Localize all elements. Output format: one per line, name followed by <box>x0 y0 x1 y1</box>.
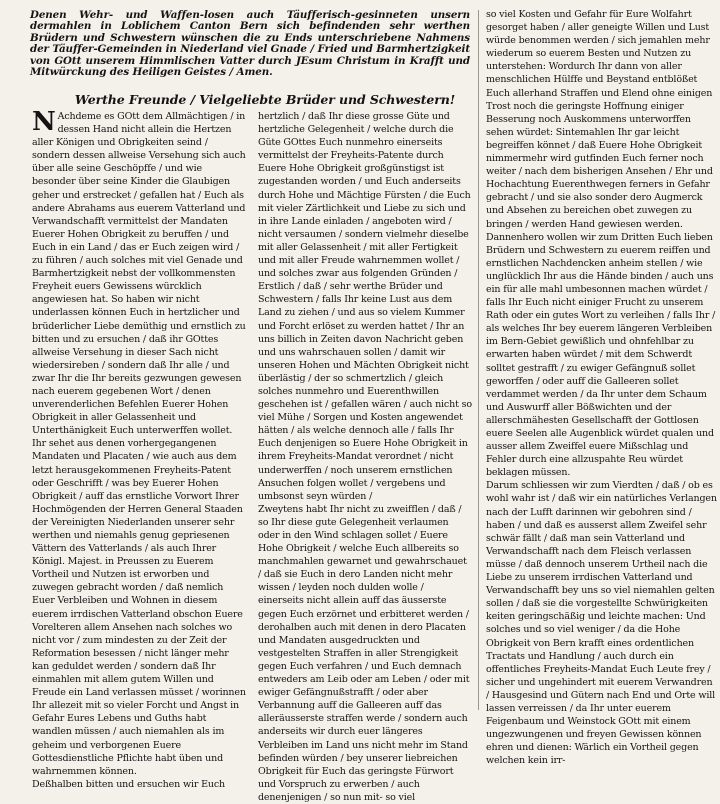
column-divider <box>478 10 479 710</box>
text-column-middle: hertzlich / daß Ihr diese grosse Güte und hertzliche Gelegenheit / welche durch die Güte GOttes Euch nunmehro einerseits vermittelst der Freyheits-Patente durch Euere Hohe Obrigkeit großgünstigst ist zugestanden worden / und Euch anderseits durch Hohe und Mächtige Fürsten / die Euch mit vieler Zärtlichkeit und Liebe zu sich und in ihre Lande einladen / angeboten wird / nicht versaumen / sondern vielmehr dieselbe mit aller Gelassenheit / mit aller Fertigkeit und mit aller Freude wahrnemmen wollet / und solches zwar aus folgenden Gründen / Erstlich / daß / sehr werthe Brüder und Schwestern / falls Ihr keine Lust aus dem Land zu ziehen / und aus so vielem Kummer und Forcht erlöset zu werden hattet / Ihr an uns billich in Zeiten davon Nachricht geben und uns wahrschauen sollen / damit wir unseren Hohen und Mächten Obrigkeit nicht überlästig / der so schmertzlich / gleich solches nunmehro und Euerenthwillen geschehen ist / gefallen wären / auch nicht so viel Mühe / Sorgen und Kosten angewendet hätten / als welche dennoch alle / falls Ihr Euch denjenigen so Euere Hohe Obrigkeit in ihrem Freyheits-Mandat verordnet / nicht underwerffen / noch unserem ernstlichen Ansuchen folgen wollet / vergebens und umbsonst seyn würden / Zweytens habt Ihr nicht zu zweifflen / daß / so Ihr diese gute Gelegenheit verlaumen oder in den Wind schlagen sollet / Euere Hohe Obrigkeit / welche Euch allbereits so manchmahlen gewarnet und gewahrschauet / daß sie Euch in dero Landen nicht mehr wissen / leyden noch dulden wolle / einerseits nicht allein auff das äusserste gegen Euch erzörnet und erbitteret werden / derohalben auch mit denen in dero Placaten und Mandaten ausgedruckten und vestgestelten Straffen in aller Strengigkeit gegen Euch verfahren / und Euch demnach entweders am Leib oder am Leben / oder mit ewiger Gefängnußstrafft / oder aber Verbannung auff die Galleeren auff das alleräusserste straffen werde / sondern auch anderseits wir durch euer längeres Verbleiben im Land uns nicht mehr im Stand befinden würden / bey unserer liebreichen Obrigkeit für Euch das geringste Fürwort und Vorspruch zu erwerben / auch denenjenigen / so nun mit- so viel <box>258 111 472 803</box>
column-text: Achdeme es GOtt dem Allmächtigen / in dessen Hand nicht allein die Hertzen aller Königen und Obrigkeiten seind / sondern dessen allweise Versehung sich auch über alle seine Geschöpffe / und wie besonder über seine Kinder die Glaubigen geher und erstrecket / gefallen hat / Euch als andere Abrahams aus euerem Vatterland und Verwandschafft vermittelst der Mandaten Euerer Hohen Obrigkeit zu beruffen / und Euch in ein Land / das er Euch zeigen wird / zu führen / auch solches mit viel Genade und Barmhertzigkeit nebst der vollkommensten Freyheit euers Gewissens würcklich angewiesen hat. So haben wir nicht underlassen können Euch in hertzlicher und brüderlicher Liebe demüthig und ernstlich zu bitten und zu ersuchen / daß ihr GOttes allweise Versehung in dieser Sach nicht wiedersireben / sondern daß Ihr alle / und zwar Ihr die Ihr bereits gezwungen gewesen nach euerem gegebenen Wort / denen unverenderlichen Befehlen Euerer Hohen Obrigkeit in aller Gelassenheit und Unterthänigkeit Euch unterwerffen wollet. Ihr sehet aus denen vorhergegangenen Mandaten und Placaten / wie auch aus dem letzt herausgekommenen Freyheits-Patent oder Geschrifft / was bey Euerer Hohen Obrigkeit / auff das ernstliche Vorwort Ihrer Hochmögenden der Herren General Staaden der Vereinigten Niederlanden unserer sehr werthen und niemahls genug gepriesenen Vättern des Vatterlands / als auch Ihrer Königl. Majest. in Preussen zu Euerem Vortheil und Nutzen ist erworben und zuwegen gebracht worden / daß nemlich Euer Verbleiben und Wohnen in diesem euerem irrdischen Vatterland obschon Euere Vorelteren allem Ansehen nach solches wo nicht vor / zum mindesten zu der Zeit der Reformation besessen / nicht länger mehr kan geduldet werden / sondern daß Ihr einmahlen mit allem gutem Willen und Freude ein Land verlassen müsset / worinnen Ihr allezeit mit so vieler Forcht und Angst in Gefahr Eures Lebens und Guths habt wandlen müssen / auch niemahlen als im geheim und verborgenen Euere Gottesdienstliche Pflichte habt üben und wahrnemmen können. Deßhalben bitten und ersuchen wir Euch <box>32 111 246 790</box>
text-column-right: so viel Kosten und Gefahr für Eure Wolfahrt gesorget haben / aller geneigte Willen und Lust würde benommen werden / sich jemahlen mehr wiederum so euerem Besten und Nutzen zu unterstehen: Wordurch Ihr dann von aller menschlichen Hülffe und Beystand entblößet Euch allerhand Straffen und Elend ohne einigen Trost noch die geringste Hoffnung einiger Besserung noch Auskommens unterworffen sehen würdet: Sintemahlen Ihr gar leicht begreiffen könnet / daß Euere Hohe Obrigkeit nimmermehr wird gutfinden Euch ferner noch weiter / nach dem bisherigen Ansehen / Ehr und Hochachtung Euerenthwegen ferners in Gefahr gebracht / und sie also sonder dero Augmerck und Absehen zu bereichen obet zuwegen zu bringen / werden Hand gewiesen werden. Dannenhero wollen wir zum Dritten Euch lieben Brüdern und Schwestern zu euerem reiffen und ernstlichen Nachdencken anheim stellen / wie unglücklich Ihr aus die Hände binden / auch uns ein für alle mahl umbesonnen machen würdet / falls Ihr Euch nicht einiger Frucht zu unserem Rath oder ein gutes Wort zu verleihen / falls Ihr / als welches Ihr bey euerem längeren Verbleiben im Bern-Gebiet gewißlich und ohnfehlbar zu erwarten haben würdet / mit dem Schwerdt solltet gestrafft / zu ewiger Gefängnuß sollet geworffen / oder auff die Galleeren sollet verdammet werden / da Ihr unter dem Schaum und Auswurff aller Bößwichten und der allerschmähesten Gesellschafft der Gottlosen euere Seelen alle Augenblick würdet qualen und ausser allem Zweiffel euere Mißschlag und Fehler durch eine allzuspahte Reu würdet beklagen müssen. Darum schliessen wir zum Vierdten / daß / ob es wohl wahr ist / daß wir ein natürliches Verlangen nach der Lufft darinnen wir gebohren sind / haben / und daß es ausserst allem Zweifel sehr schwär fällt / daß man sein Vatterland und Verwandschafft nach dem Fleisch verlassen müsse / daß dennoch unserem Urtheil nach die Liebe zu unserem irrdischen Vatterland und Verwandschafft bey uns so viel niemahlen gelten sollen / daß sie die vorgestellte Schwürigkeiten keiten geringschäßig und leichte machen: Und solches und so viel weniger / da die Hohe Obrigkeit von Bern krafft eines ordentlichen Tractats und Handlung / auch durch ein offentliches Freyheits-Mandat Euch Leute frey / sicher und ungehindert mit euerem Verwandren / Hausgesind und Gütern nach End und Orte will lassen verreissen / da Ihr unter euerem Feigenbaum und Weinstock GOtt mit einem ungezwungenen und freyen Gewissen können ehren und dienen: Wärlich ein Vortheil gegen welchen kein irr- <box>486 9 717 767</box>
document-header: Denen Wehr- und Waffen-losen auch Täufferisch-gesinneten unsern dermahlen in Loblichem Canton Bern sich befindenden sehr werthen Brüdern und Schwestern wünschen die zu Ends unterschriebene Nahmens der Täuffer-Gemeinden in Niederland viel Gnade / Fried und Barmhertzigkeit von GOtt unserem Himmlischen Vatter durch JEsum Christum in Krafft und Mitwürckung des Heiligen Geistes / Amen. <box>30 9 470 79</box>
text-column-left <box>32 107 248 790</box>
drop-cap: N <box>32 107 56 137</box>
salutation-heading: Werthe Freunde / Vielgeliebte Brüder und Schwestern! <box>74 92 456 107</box>
